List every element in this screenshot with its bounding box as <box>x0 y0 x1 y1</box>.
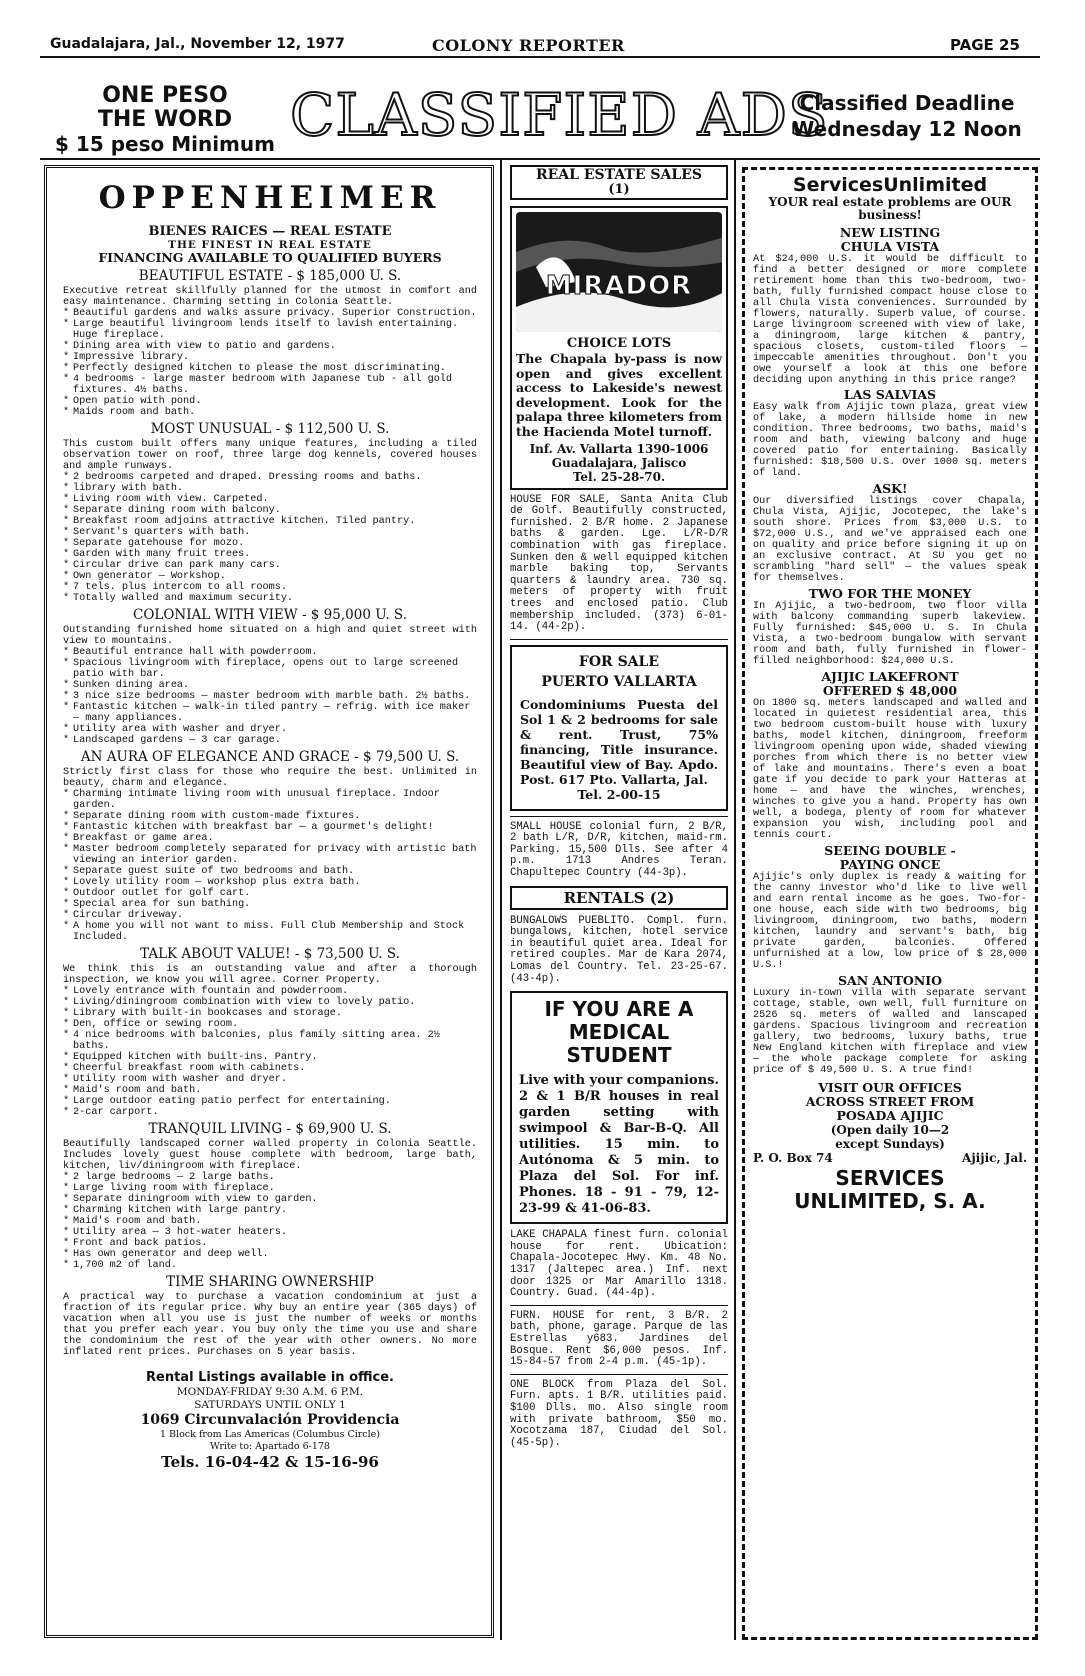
listing-intro: We think this is an outstanding value and after a thorough inspection, we know you will agree. Corner Property. <box>63 964 477 986</box>
listing-item: * Dining area with view to patio and gardens. <box>63 341 477 352</box>
listing-item: * Maids room and bath. <box>63 407 477 418</box>
listing-item: * 4 nice bedrooms with balconies, plus family sitting area. 2½ baths. <box>63 1030 477 1052</box>
office-line-3: SATURDAYS UNTIL ONLY 1 <box>194 1399 346 1411</box>
office-line-6: Write to: Apartado 6-178 <box>210 1441 330 1452</box>
services-intro: YOUR real estate problems are OUR business! <box>768 195 1012 222</box>
listing-item: * Living/diningroom combination with view to lovely patio. <box>63 997 477 1008</box>
rate-line-3: $ 15 peso Minimum <box>55 132 275 156</box>
masthead-rule <box>40 56 1040 58</box>
middle-column <box>510 165 728 1640</box>
listing-item: * Library with built-in bookcases and storage. <box>63 1008 477 1019</box>
oppenheimer-sub1: BIENES RAICES — REAL ESTATE <box>148 224 392 239</box>
listing-intro: Executive retreat skillfully planned for the utmost in comfort and easy maintenance. Charming setting in Colonia Seattle. <box>63 286 477 308</box>
ad-divider <box>510 639 728 640</box>
deadline-line-1: Classified Deadline <box>799 91 1015 115</box>
listing-item: * Open patio with pond. <box>63 396 477 407</box>
listing-item: * Has own generator and deep well. <box>63 1249 477 1260</box>
office-info <box>63 1370 477 1471</box>
section-heading: TWO FOR THE MONEY <box>808 586 972 601</box>
mirador-logo-text: MIRADOR <box>545 271 693 301</box>
section-text: In Ajijic, a two-bedroom, two floor villa with balcony commanding superb lakeview. Fully furnished: $45,000 U. S. In Chula Vista, a two-bedroom bungalow with servant room and bath, fully furnished in flower-filled neighborhood: $24,000 U.S. <box>753 601 1027 667</box>
mirador-text: The Chapala by-pass is now open and gives excellent access to Lakeside's newest development. Look for the palapa three kilometers from the Hacienda Motel turnoff. <box>516 351 722 439</box>
section-heading: PAYING ONCE <box>839 857 941 872</box>
mirador-heading: CHOICE LOTS <box>566 336 672 351</box>
listing-item: * Beautiful entrance hall with powderroom. <box>63 647 477 658</box>
listing-item: * Separate guest suite of two bedrooms and bath. <box>63 866 477 877</box>
listing-item: * Maid's room and bath. <box>63 1216 477 1227</box>
office-line-5: 1 Block from Las Americas (Columbus Circle) <box>159 1429 380 1440</box>
ad-furn-house: FURN. HOUSE for rent, 3 B/R. 2 bath, phone, garage. Parque de las Estrellas y683. Jardines del Bosque. Rent $6,000 pesos. Inf. 15-84-57 from 2-4 p.m. (45-1p). <box>510 1309 728 1369</box>
ad-small-house: SMALL HOUSE colonial furn, 2 B/R, 2 bath L/R, D/R, kitchen, maid-rm. Parking. 15,500 Dlls. See after 4 p.m. 1713 Andres Teran. Chapultepec Country (44-3p). <box>510 820 728 880</box>
services-unlimited-ad <box>742 167 1038 1640</box>
listing-item: * Living room with view. Carpeted. <box>63 494 477 505</box>
section-heading: CHULA VISTA <box>840 239 940 254</box>
listing <box>63 269 477 418</box>
mirador-ad <box>510 206 728 490</box>
listing-item: * Breakfast or game area. <box>63 833 477 844</box>
real-estate-sales-header <box>510 165 728 200</box>
listing-item: * Outdoor outlet for golf cart. <box>63 888 477 899</box>
section-heading: AJIJIC LAKEFRONT <box>821 669 959 684</box>
listing-item: * Landscaped gardens — 3 car garage. <box>63 735 477 746</box>
listing-item: * Charming kitchen with large pantry. <box>63 1205 477 1216</box>
section-text: At $24,000 U.S. it would be difficult to find a better designed or more complete retirement home than this two-bedroom, two-bath, fully furnished compact house close to all Chula Vista conveniences. Surrounded by flowers, naturally. Superb value, of course. Large livingroom screened with view of lake, a diningroom, large kitchen & pantry, spacious closets, custom-tiled floors — impeccable amenities throughout. Don't you owe yourself a look at this one before deciding upon anything in this price range? <box>753 254 1027 386</box>
listing-item: * 4 bedrooms - large master bedroom with Japanese tub - all gold fixtures. 4½ baths. <box>63 374 477 396</box>
listing-item: * Charming intimate living room with unusual fireplace. Indoor garden. <box>63 789 477 811</box>
real-estate-sales-title: REAL ESTATE SALES <box>536 167 702 183</box>
ad-divider <box>510 816 728 817</box>
section-text: Easy walk from Ajijic town plaza, great view of lake, a modern hillside home in new condition. Three bedrooms, two baths, maid's room and bath, viewing balcony and huge covered patio for entertaining. Basically furnished: $18,500 U.S. Over 1000 sq. meters of land. <box>753 402 1027 479</box>
section-heading: NEW LISTING <box>839 225 941 240</box>
services-title: ServicesUnlimited <box>792 174 988 196</box>
listing-item: * 2-car carport. <box>63 1107 477 1118</box>
office-hours-2: except Sundays) <box>835 1137 945 1151</box>
services-bottom-2: UNLIMITED, S. A. <box>794 1189 986 1213</box>
listing-item: * Breakfast room adjoins attractive kitchen. Tiled pantry. <box>63 516 477 527</box>
listing-heading: AN AURA OF ELEGANCE AND GRACE - $ 79,500 U. S. <box>80 749 460 765</box>
services-bottom-1: SERVICES <box>835 1166 945 1190</box>
listing-item: * Beautiful gardens and walks assure privacy. Superior Construction. <box>63 308 477 319</box>
listing-item: * Separate diningroom with view to garden. <box>63 1194 477 1205</box>
section-text: Luxury in-town villa with separate servant cottage, stable, own well, full furniture on 2526 sq. meters of walled and lanscaped gardens. Spacious livingroom and recreation gallery, two bedrooms, luxury baths, true New England kitchen with fireplace and view — the whole package complete for asking price of $ 49,500 U. S. A true find! <box>753 988 1027 1076</box>
listing-item: * Servant's quarters with bath. <box>63 527 477 538</box>
visit-heading-1: VISIT OUR OFFICES <box>818 1080 962 1095</box>
listing-intro: Outstanding furnished home situated on a high and quiet street with view to mountains. <box>63 625 477 647</box>
listing <box>63 947 477 1118</box>
rate-line-2: THE WORD <box>97 107 233 132</box>
section-heading: SAN ANTONIO <box>838 973 942 988</box>
ad-divider <box>510 1305 728 1306</box>
paper-name: COLONY REPORTER <box>432 36 625 55</box>
medical-student-title: IF YOU ARE A MEDICAL STUDENT <box>544 997 694 1068</box>
listing <box>63 608 477 746</box>
office-line-2: MONDAY-FRIDAY 9:30 A.M. 6 P.M. <box>176 1386 364 1398</box>
listing-intro: This custom built offers many unique features, including a tiled observation tower on roof, three large dog kennels, covered houses and ample runways. <box>63 439 477 472</box>
listing-item: * Fantastic kitchen — walk-in tiled pantry — refrig. with ice maker — many appliances. <box>63 702 477 724</box>
ad-one-block: ONE BLOCK from Plaza del Sol. Furn. apts. 1 B/R. utilities paid. $100 Dlls. mo. Also single room with private bathroom, $50 mo. Xocotzama 187, Ciudad del Sol. (45-5p). <box>510 1378 728 1449</box>
listing-item: * Circular driveway. <box>63 910 477 921</box>
rentals-header: RENTALS (2) <box>510 886 728 910</box>
page-number: PAGE 25 <box>950 36 1020 54</box>
banner-rule <box>40 158 1040 160</box>
vallarta-text: Condominiums Puesta del Sol 1 & 2 bedrooms for sale & rent. Trust, 75% financing, Title insurance. Beautiful view of Bay. Apdo. Post. 617 Pto. Vallarta, Jal. <box>520 696 718 787</box>
listing-item: * 3 nice size bedrooms — master bedroom with marble bath. 2½ baths. <box>63 691 477 702</box>
listing-intro: Strictly first class for those who require the best. Unlimited in beauty, charm and elegance. <box>63 767 477 789</box>
listing-item: * Utility room with washer and dryer. <box>63 1074 477 1085</box>
ad-house-for-sale: HOUSE FOR SALE, Santa Anita Club de Golf. Beautifully constructed, furnished. 2 B/R home. 2 Japanese baths & garden. Lge. L/R-D/R combination with gas fireplace. Sunken den & well equipped kitchen marble baking top, Servants quarters & laundry area. 730 sq. meters of property with fruit trees and enclosed patio. Club membership included. (373) 6-01-14. (44-2p). <box>510 493 728 634</box>
po-box: P. O. Box 74 <box>753 1151 833 1165</box>
listing-intro: Beautifully landscaped corner walled property in Colonia Seattle. Includes lovely guest house complete with bedroom, large bath, kitchen, liv/diningroom with fireplace. <box>63 1139 477 1172</box>
dateline: Guadalajara, Jal., November 12, 1977 <box>50 36 345 52</box>
listing-item: * Own generator — Workshop. <box>63 571 477 582</box>
medical-student-text: Live with your companions. 2 & 1 B/R houses in real garden setting with swimpool & Bar-B-Q. All utilities. 15 min. to Autónoma & 5 min. to Plaza del Sol. For inf. Phones. 18 - 91 - 79, 12-23-99 & 41-06-83. <box>519 1073 719 1217</box>
listing-item: * Lovely utility room — workshop plus extra bath. <box>63 877 477 888</box>
listing-item: * 2 bedrooms carpeted and draped. Dressing rooms and baths. <box>63 472 477 483</box>
vallarta-title-1: FOR SALE <box>578 653 660 670</box>
listing-item: * Large outdoor eating patio perfect for entertaining. <box>63 1096 477 1107</box>
medical-student-ad <box>510 991 728 1224</box>
vallarta-tel: Tel. 2-00-15 <box>577 786 661 802</box>
real-estate-sales-number: (1) <box>608 182 630 197</box>
timeshare-text: A practical way to purchase a vacation condominium at just a fraction of its regular price. Why buy an entire year (365 days) of vacation when all you use is just the number of weeks or months that you prefer each year. You buy only the time you use and share the condominium the rest of the year with other owners. No more inflated rent prices. Purchases on 5 year basis. <box>63 1292 477 1358</box>
listing-item: * Den, office or sewing room. <box>63 1019 477 1030</box>
listing-item: * Impressive library. <box>63 352 477 363</box>
listing-item: * Front and back patios. <box>63 1238 477 1249</box>
listing-item: * Large beautiful livingroom lends itself to lavish entertaining. Huge fireplace. <box>63 319 477 341</box>
listing-heading: TRANQUIL LIVING - $ 69,900 U. S. <box>148 1121 392 1137</box>
vallarta-title-2: PUERTO VALLARTA <box>541 673 697 690</box>
visit-heading-2: ACROSS STREET FROM <box>805 1094 975 1109</box>
visit-heading-3: POSADA AJIJIC <box>836 1108 944 1123</box>
listing-item: * Lovely entrance with fountain and powderroom. <box>63 986 477 997</box>
office-line-1: Rental Listings available in office. <box>146 1370 394 1385</box>
address-row <box>753 1151 1027 1165</box>
listing-heading: BEAUTIFUL ESTATE - $ 185,000 U. S. <box>138 268 402 284</box>
mirador-logo-image <box>516 212 722 332</box>
listing-item: * Large living room with fireplace. <box>63 1183 477 1194</box>
listing-item: * Separate gatehouse for mozo. <box>63 538 477 549</box>
listing-heading: TALK ABOUT VALUE! - $ 73,500 U. S. <box>140 946 400 962</box>
listing-item: * Equipped kitchen with built-ins. Pantry. <box>63 1052 477 1063</box>
office-hours-1: (Open daily 10—2 <box>830 1123 950 1137</box>
deadline-line-2: Wednesday 12 Noon <box>792 117 1022 141</box>
listing-item: * Sunken dining area. <box>63 680 477 691</box>
section-text: On 1800 sq. meters landscaped and walled and located in quietest residential area, this two bedroom custom-built house with luxury baths, model kitchen, diningroom, freeform livingroom opening upon wide, shaded viewing porches from which there is no better view of lake and mountains. There's even a boat gate if you decide to park your Hatteras at home — and have the winches, wrenches, winches to give you a hand. Property has own well, a bodega, plenty of room for whatever expansion you wish, including pool and tennis court. <box>753 698 1027 841</box>
listing-item: * Totally walled and maximum security. <box>63 593 477 604</box>
listing-item: * Special area for sun bathing. <box>63 899 477 910</box>
section-heading: ASK! <box>872 481 908 496</box>
oppenheimer-sub3: FINANCING AVAILABLE TO QUALIFIED BUYERS <box>98 250 442 265</box>
ad-lake-chapala: LAKE CHAPALA finest furn. colonial house for rent. Ubication: Chapala-Jocotepec Hwy. Km. 48 No. 1317 (Jaltepec area.) Inf. next door 1325 or Mar Amarillo 1318. Country. Guad. (44-4p). <box>510 1229 728 1300</box>
section-heading: OFFERED $ 48,000 <box>822 683 958 698</box>
listing-item: * Garden with many fruit trees. <box>63 549 477 560</box>
mirador-contact-3: Tel. 25-28-70. <box>572 469 666 484</box>
deadline-block <box>772 90 1042 142</box>
rate-block <box>40 84 290 156</box>
mirador-contact-2: Guadalajara, Jalisco <box>551 455 687 470</box>
ad-bungalows: BUNGALOWS PUEBLITO. Compl. furn. bungalows, kitchen, hotel service in beautiful quiet area. Ideal for retired couples. Mar de Kara 2074, Lomas del Country. Tel. 23-25-67. (43-4p). <box>510 914 728 985</box>
section-heading: LAS SALVIAS <box>843 387 937 402</box>
section-text: Our diversified listings cover Chapala, Chula Vista, Ajijic, Jocotepec, the lake's south shore. Prices from $3,000 U.S. to $72,000 U.S., and we've appraised each one on quality and price before signing it up on an exclusive contract. At SU you get no scrambling "hard sell" — the values speak for themselves. <box>753 496 1027 584</box>
column-rule-left <box>500 160 502 1640</box>
listing-item: * Spacious livingroom with fireplace, opens out to large screened patio with bar. <box>63 658 477 680</box>
listing-item: * 1,700 m2 of land. <box>63 1260 477 1271</box>
listing-item: * Separate dining room with balcony. <box>63 505 477 516</box>
listing-item: * 7 tels. plus intercom to all rooms. <box>63 582 477 593</box>
oppenheimer-ad <box>44 165 494 1638</box>
listing-item: * Cheerful breakfast room with cabinets. <box>63 1063 477 1074</box>
section-text: Ajijic's only duplex is ready & waiting for the canny investor who'd like to live well and earn rental income as he goes. Two-for-one house, each side with two bedrooms, big livingroom, diningroom, two baths, modern kitchen, laundry and servant's bath, big private garden, balconies. Offered unfurnished at a low, low price of $ 28,000 U.S.! <box>753 872 1027 971</box>
listing-item: * Utility area with washer and dryer. <box>63 724 477 735</box>
listing-item: * Utility area — 3 hot-water heaters. <box>63 1227 477 1238</box>
listing <box>63 750 477 943</box>
listing-item: * Maid's room and bath. <box>63 1085 477 1096</box>
listing-item: * Fantastic kitchen with breakfast bar — a gourmet's delight! <box>63 822 477 833</box>
section-heading: SEEING DOUBLE - <box>824 843 956 858</box>
oppenheimer-sub2: THE FINEST IN REAL ESTATE <box>168 239 372 251</box>
listing-item: * A home you will not want to miss. Full Club Membership and Stock Included. <box>63 921 477 943</box>
listing <box>63 1122 477 1271</box>
listing-item: * library with bath. <box>63 483 477 494</box>
office-line-4: 1069 Circunvalación Providencia <box>140 1412 400 1428</box>
listing <box>63 422 477 604</box>
rate-line-1: ONE PESO <box>102 83 228 108</box>
listing-heading: MOST UNUSUAL - $ 112,500 U. S. <box>150 421 390 437</box>
column-rule-right <box>734 160 736 1640</box>
office-phones: Tels. 16-04-42 & 15-16-96 <box>161 1453 379 1471</box>
ad-divider <box>510 1374 728 1375</box>
vallarta-ad <box>510 645 728 811</box>
oppenheimer-name: OPPENHEIMER <box>98 180 442 216</box>
listing-heading: COLONIAL WITH VIEW - $ 95,000 U. S. <box>132 607 407 623</box>
listing-item: * Master bedroom completely separated for privacy with artistic bath viewing an interior garden. <box>63 844 477 866</box>
listing-item: * Perfectly designed kitchen to please the most discriminating. <box>63 363 477 374</box>
classified-title: CLASSIFIED ADS <box>290 81 829 149</box>
listing-item: * 2 large bedrooms — 2 large baths. <box>63 1172 477 1183</box>
listing-item: * Circular drive can park many cars. <box>63 560 477 571</box>
mirador-contact-1: Inf. Av. Vallarta 1390-1006 <box>529 441 709 456</box>
listing-item: * Separate dining room with custom-made fixtures. <box>63 811 477 822</box>
town: Ajijic, Jal. <box>962 1151 1027 1165</box>
timeshare-heading: TIME SHARING OWNERSHIP <box>166 1274 374 1290</box>
